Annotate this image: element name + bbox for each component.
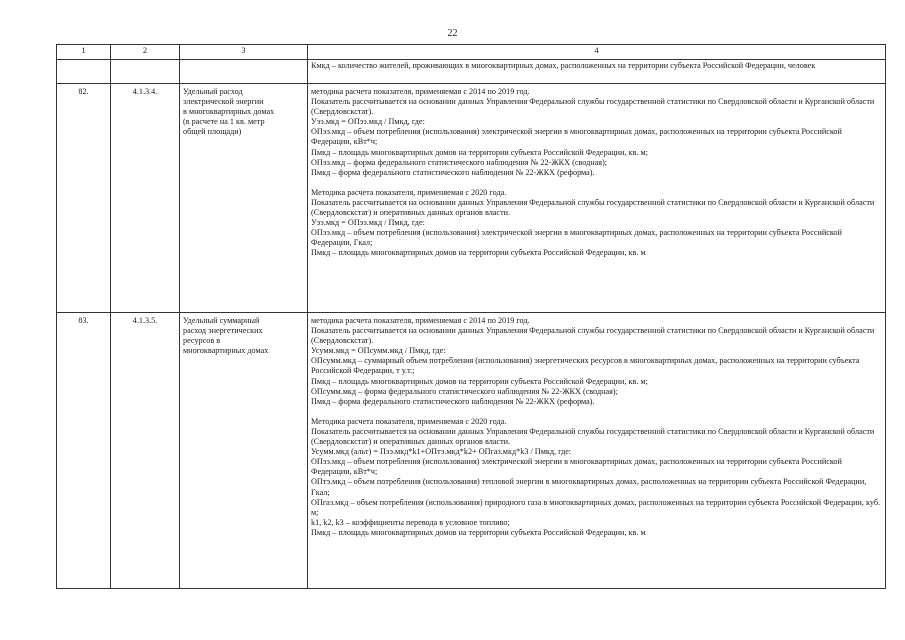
- indicator-table: [56, 44, 886, 589]
- indicator-code: 4.1.3.5.: [111, 313, 180, 589]
- indicator-name-line: Удельный расход: [183, 87, 243, 96]
- indicator-name: [180, 313, 308, 589]
- methodology-line: Пмкд – площадь многоквартирных домов на территории субъекта Российской Федерации, кв. м;: [311, 147, 648, 157]
- methodology-line: методика расчета показателя, применяемая с 2014 по 2019 год.: [311, 316, 530, 325]
- formula-line: Усумм.мкд (альт) = Пээ.мкд*k1+ОПтэ.мкд*k2+ ОПгаз.мкд*k3 / Пмкд, где:: [311, 447, 572, 457]
- indicator-name-line: в многоквартирных домах: [183, 107, 275, 117]
- indicator-name-line: (в расчете на 1 кв. метр: [183, 117, 265, 127]
- column-number: 2: [111, 45, 180, 60]
- empty-cell: [111, 60, 180, 84]
- indicator-name-line: многоквартирных домах: [183, 346, 269, 356]
- formula-line: Уээ.мкд = ОПээ.мкд / Пмкд, где:: [311, 218, 425, 228]
- column-number: 1: [57, 45, 111, 60]
- methodology-text: [308, 313, 886, 589]
- indicator-name: [180, 84, 308, 313]
- methodology-line: Пмкд – форма федерального статистического наблюдения № 22-ЖКХ (реформа).: [311, 167, 595, 177]
- indicator-name-line: ресурсов в: [183, 336, 221, 346]
- methodology-line: ОПтэ.мкд – объем потребления (использования) тепловой энергии в многоквартирных домах, расположенных на территории субъекта Российской Федерации, Гкал;: [311, 477, 867, 497]
- continuation-text: Кмкд – количество жителей, проживающих в многоквартирных домах, расположенных на территории субъекта Российской Федерации, человек: [308, 60, 886, 84]
- paragraph-gap: [311, 178, 882, 188]
- methodology-line: ОПээ.мкд – объем потребления (использования) электрической энергии в многоквартирных домах, расположенных на территории субъекта Российской Федерации, Гкал;: [311, 228, 842, 248]
- methodology-line: ОПээ.мкд – объем потребления (использования) электрической энергии в многоквартирных домах, расположенных на территории субъекта Российской Федерации, кВт*ч;: [311, 457, 842, 477]
- methodology-line: Показатель рассчитывается на основании данных Управления Федеральной службы государственной статистики по Свердловской области и Курганской области (Свердловскстат) и оперативных данных органов власти.: [311, 426, 875, 447]
- row-number: 82.: [57, 84, 111, 313]
- methodology-line: методика расчета показателя, применяемая с 2014 по 2019 год.: [311, 87, 530, 96]
- methodology-text: [308, 84, 886, 313]
- methodology-line: ОПээ.мкд – форма федерального статистического наблюдения № 22-ЖКХ (сводная);: [311, 157, 608, 167]
- methodology-line: ОПсумм.мкд – суммарный объем потребления (использования) энергетических ресурсов в многоквартирных домах, расположенных на территории субъекта Российской Федерации, т у.т.;: [311, 356, 860, 376]
- methodology-line: ОПээ.мкд – объем потребления (использования) электрической энергии в многоквартирных домах, расположенных на территории субъекта Российской Федерации, кВт*ч;: [311, 127, 842, 147]
- methodology-line: Методика расчета показателя, применяемая с 2020 года.: [311, 416, 507, 426]
- methodology-line: k1, k2, k3 – коэффициенты перевода в условное топливо;: [311, 517, 510, 527]
- indicator-name-line: общей площади): [183, 127, 242, 137]
- formula-line: Уээ.мкд = ОПээ.мкд / Пмкд, где:: [311, 117, 425, 127]
- empty-cell: [57, 60, 111, 84]
- methodology-line: Показатель рассчитывается на основании данных Управления Федеральной службы государственной статистики по Свердловской области и Курганской области (Свердловскстат).: [311, 97, 875, 117]
- indicator-name-line: Удельный суммарный: [183, 316, 260, 325]
- indicator-code: 4.1.3.4.: [111, 84, 180, 313]
- column-number: 4: [308, 45, 886, 60]
- page-number: 22: [447, 28, 458, 39]
- column-number: 3: [180, 45, 308, 60]
- methodology-line: Показатель рассчитывается на основании данных Управления Федеральной службы государственной статистики по Свердловской области и Курганской области (Свердловскстат).: [311, 326, 875, 346]
- empty-cell: [180, 60, 308, 84]
- column-number-row: [57, 45, 886, 60]
- methodology-line: Методика расчета показателя, применяемая с 2020 года.: [311, 187, 507, 197]
- methodology-line: Пмкд – площадь многоквартирных домов на территории субъекта Российской Федерации, кв. м;: [311, 376, 648, 386]
- paragraph-gap: [311, 407, 882, 417]
- indicator-name-line: электрической энергии: [183, 97, 264, 107]
- methodology-line: Пмкд – площадь многоквартирных домов на территории субъекта Российской Федерации, кв. м: [311, 527, 646, 537]
- methodology-line: ОПсумм.мкд – форма федерального статистического наблюдения № 22-ЖКХ (сводная);: [311, 386, 618, 396]
- table-row: [57, 84, 886, 313]
- indicator-name-line: расход энергетических: [183, 326, 263, 336]
- methodology-line: ОПгаз.мкд – объем потребления (использования) природного газа в многоквартирных домах, расположенных на территории субъекта Российской Федерации, куб. м;: [311, 497, 881, 517]
- formula-line: Усумм.мкд = ОПсумм.мкд / Пмкд, где:: [311, 346, 446, 356]
- methodology-line: Пмкд – форма федерального статистического наблюдения № 22-ЖКХ (реформа).: [311, 396, 595, 406]
- table-row: [57, 313, 886, 589]
- row-number: 83.: [57, 313, 111, 589]
- methodology-line: Показатель рассчитывается на основании данных Управления Федеральной службы государственной статистики по Свердловской области и Курганской области (Свердловскстат) и оперативных данных органов власти.: [311, 197, 875, 218]
- continuation-row: [57, 60, 886, 84]
- methodology-line: Пмкд – площадь многоквартирных домов на территории субъекта Российской Федерации, кв. м: [311, 248, 646, 258]
